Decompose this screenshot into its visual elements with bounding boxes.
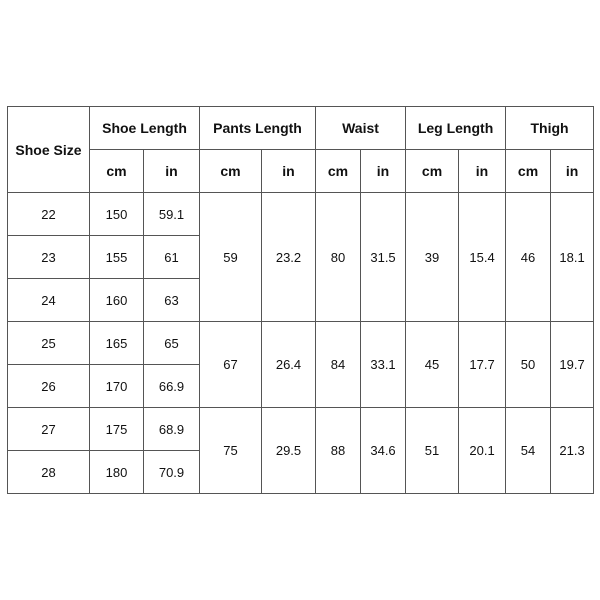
pants-length-cm-cell: 67 [200, 322, 262, 408]
thigh-in-cell: 21.3 [551, 408, 594, 494]
unit-header-pants-in: in [262, 150, 316, 193]
shoe-size-cell: 22 [8, 193, 90, 236]
shoe-size-cell: 28 [8, 451, 90, 494]
leg-length-cm-cell: 51 [406, 408, 459, 494]
shoe-length-cm-cell: 180 [90, 451, 144, 494]
header-shoe-size: Shoe Size [8, 107, 90, 193]
shoe-length-in-cell: 59.1 [144, 193, 200, 236]
shoe-length-in-cell: 63 [144, 279, 200, 322]
unit-header-pants-cm: cm [200, 150, 262, 193]
table-row [8, 408, 594, 451]
shoe-length-cm-cell: 160 [90, 279, 144, 322]
table-row [8, 193, 594, 236]
unit-header-waist-in: in [361, 150, 406, 193]
pants-length-cm-cell: 59 [200, 193, 262, 322]
table-row [8, 322, 594, 365]
waist-cm-cell: 80 [316, 193, 361, 322]
unit-header-shoe-in: in [144, 150, 200, 193]
shoe-size-cell: 27 [8, 408, 90, 451]
shoe-size-cell: 24 [8, 279, 90, 322]
pants-length-cm-cell: 75 [200, 408, 262, 494]
thigh-cm-cell: 50 [506, 322, 551, 408]
leg-length-in-cell: 17.7 [459, 322, 506, 408]
unit-header-waist-cm: cm [316, 150, 361, 193]
header-pants-length: Pants Length [200, 107, 316, 150]
shoe-length-in-cell: 70.9 [144, 451, 200, 494]
size-chart-table [7, 106, 594, 494]
unit-header-leg-in: in [459, 150, 506, 193]
leg-length-cm-cell: 39 [406, 193, 459, 322]
waist-cm-cell: 88 [316, 408, 361, 494]
header-leg-length: Leg Length [406, 107, 506, 150]
shoe-size-cell: 23 [8, 236, 90, 279]
shoe-length-in-cell: 68.9 [144, 408, 200, 451]
thigh-in-cell: 18.1 [551, 193, 594, 322]
shoe-length-cm-cell: 175 [90, 408, 144, 451]
shoe-size-cell: 25 [8, 322, 90, 365]
shoe-length-cm-cell: 155 [90, 236, 144, 279]
header-row-groups [8, 107, 594, 150]
shoe-length-cm-cell: 165 [90, 322, 144, 365]
leg-length-cm-cell: 45 [406, 322, 459, 408]
waist-in-cell: 33.1 [361, 322, 406, 408]
header-waist: Waist [316, 107, 406, 150]
waist-in-cell: 31.5 [361, 193, 406, 322]
pants-length-in-cell: 26.4 [262, 322, 316, 408]
leg-length-in-cell: 20.1 [459, 408, 506, 494]
thigh-cm-cell: 54 [506, 408, 551, 494]
header-shoe-length: Shoe Length [90, 107, 200, 150]
waist-in-cell: 34.6 [361, 408, 406, 494]
shoe-length-in-cell: 66.9 [144, 365, 200, 408]
unit-header-thigh-cm: cm [506, 150, 551, 193]
thigh-cm-cell: 46 [506, 193, 551, 322]
shoe-length-in-cell: 65 [144, 322, 200, 365]
waist-cm-cell: 84 [316, 322, 361, 408]
leg-length-in-cell: 15.4 [459, 193, 506, 322]
pants-length-in-cell: 29.5 [262, 408, 316, 494]
thigh-in-cell: 19.7 [551, 322, 594, 408]
shoe-length-cm-cell: 150 [90, 193, 144, 236]
shoe-size-cell: 26 [8, 365, 90, 408]
unit-header-thigh-in: in [551, 150, 594, 193]
unit-header-leg-cm: cm [406, 150, 459, 193]
shoe-length-cm-cell: 170 [90, 365, 144, 408]
header-row-units [8, 150, 594, 193]
shoe-length-in-cell: 61 [144, 236, 200, 279]
unit-header-shoe-cm: cm [90, 150, 144, 193]
header-thigh: Thigh [506, 107, 594, 150]
pants-length-in-cell: 23.2 [262, 193, 316, 322]
